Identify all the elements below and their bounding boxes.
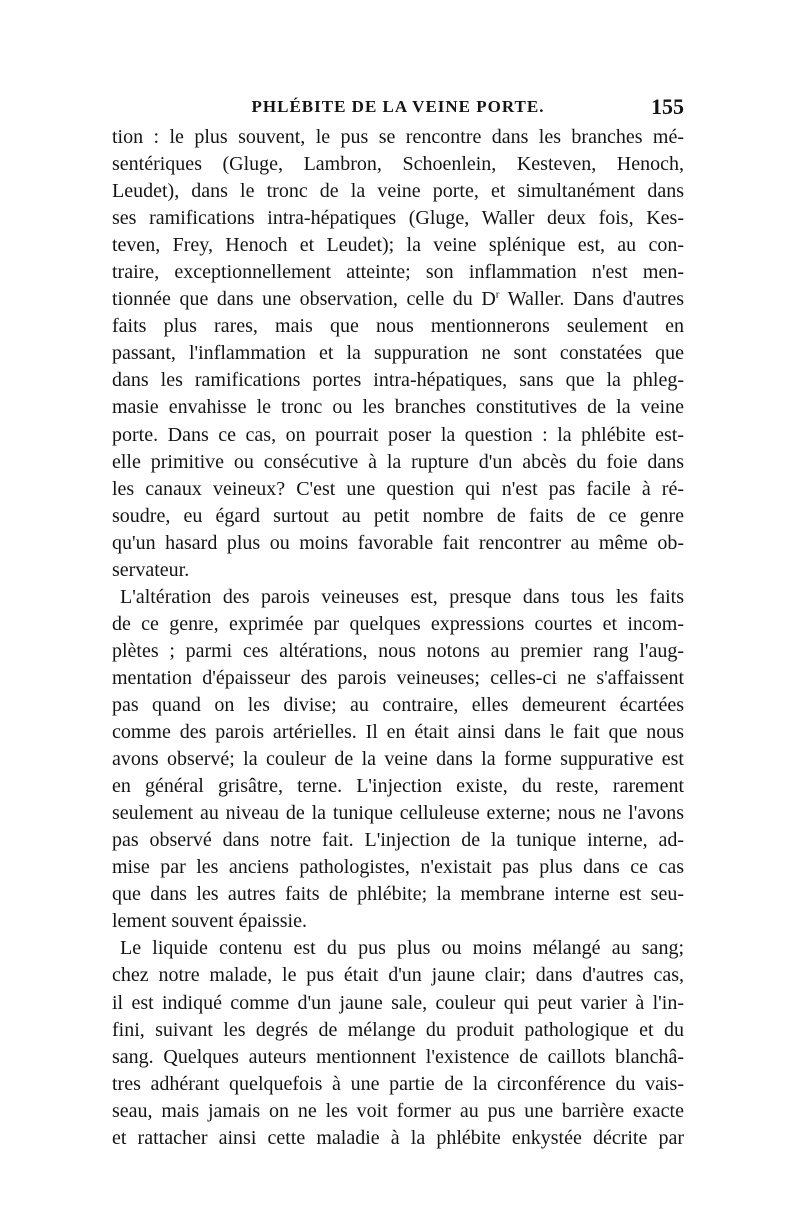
text-line: qu'un hasard plus ou moins favorable fait rencontrer au même ob- [112,531,684,554]
text-line: fini, suivant les degrés de mélange du produit pathologique et du [112,1018,684,1041]
text-line: tion : le plus souvent, le pus se rencontre dans les branches mé- [112,126,684,148]
text-line: soudre, eu égard surtout au petit nombre de faits de ce genre [112,504,684,527]
text-line: ses ramifications intra-hépatiques (Gluge, Waller deux fois, Kes- [112,207,684,230]
text-segment: Waller. Dans d'autres [499,288,684,311]
text-line: plètes ; parmi ces altérations, nous notons au premier rang l'aug- [112,639,684,662]
text-line: tres adhérant quelquefois à une partie de la circonférence du vais- [112,1072,684,1095]
text-line: et rattacher ainsi cette maladie à la phlébite enkystée décrite par [112,1126,684,1149]
text-line: mise par les anciens pathologistes, n'existait pas plus dans ce cas [112,856,684,879]
text-line: seulement au niveau de la tunique celluleuse externe; nous ne l'avons [112,802,684,825]
text-line: que dans les autres faits de phlébite; la membrane interne est seu- [112,883,684,906]
text-line: elle primitive ou consécutive à la rupture d'un abcès du foie dans [112,450,684,473]
text-line [112,286,684,313]
text-line: sentériques (Gluge, Lambron, Schoenlein, Kesteven, Henoch, [112,153,684,176]
text-line: pas quand on les divise; au contraire, elles demeurent écartées [112,693,684,716]
running-head [112,94,684,120]
text-line: les canaux veineux? C'est une question qui n'est pas facile à ré- [112,477,684,500]
text-line: teven, Frey, Henoch et Leudet); la veine splénique est, au con- [112,234,684,257]
text-line: chez notre malade, le pus était d'un jaune clair; dans d'autres cas, [112,964,684,987]
text-line: il est indiqué comme d'un jaune sale, couleur qui peut varier à l'in- [112,991,684,1014]
text-line: servateur. [112,558,190,581]
text-line: Le liquide contenu est du pus plus ou moins mélangé au sang; [120,937,684,960]
text-line: faits plus rares, mais que nous mentionnerons seulement en [112,315,684,338]
text-line: pas observé dans notre fait. L'injection de la tunique interne, ad- [112,829,684,852]
superscript: r [495,288,500,301]
text-line: comme des parois artérielles. Il en était ainsi dans le fait que nous [112,721,684,744]
text-line: traire, exceptionnellement atteinte; son inflammation n'est men- [112,261,684,284]
text-line: masie envahisse le tronc ou les branches constitutives de la veine [112,396,684,419]
text-line: sang. Quelques auteurs mentionnent l'existence de caillots blanchâ- [112,1045,684,1068]
text-line: de ce genre, exprimée par quelques expressions courtes et incom- [112,612,684,635]
text-line: lement souvent épaissie. [112,910,307,933]
text-line: seau, mais jamais on ne les voit former au pus une barrière exacte [112,1099,684,1122]
text-line: porte. Dans ce cas, on pourrait poser la question : la phlébite est- [112,423,684,446]
text-line: passant, l'inflammation et la suppuration ne sont constatées que [112,342,684,365]
text-line: avons observé; la couleur de la veine dans la forme suppurative est [112,748,684,771]
text-line: Leudet), dans le tronc de la veine porte, et simultanément dans [112,180,684,203]
text-line: mentation d'épaisseur des parois veineuses; celles-ci ne s'affaissent [112,666,684,689]
body-text [112,124,684,1152]
text-segment: tionnée que dans une observation, celle du D [112,288,496,311]
page-number: 155 [651,94,684,119]
text-line: en général grisâtre, terne. L'injection existe, du reste, rarement [112,775,684,798]
text-line: dans les ramifications portes intra-hépatiques, sans que la phleg- [112,369,684,392]
running-title: PHLÉBITE DE LA VEINE PORTE. [251,97,545,116]
text-line: L'altération des parois veineuses est, presque dans tous les faits [120,585,684,608]
